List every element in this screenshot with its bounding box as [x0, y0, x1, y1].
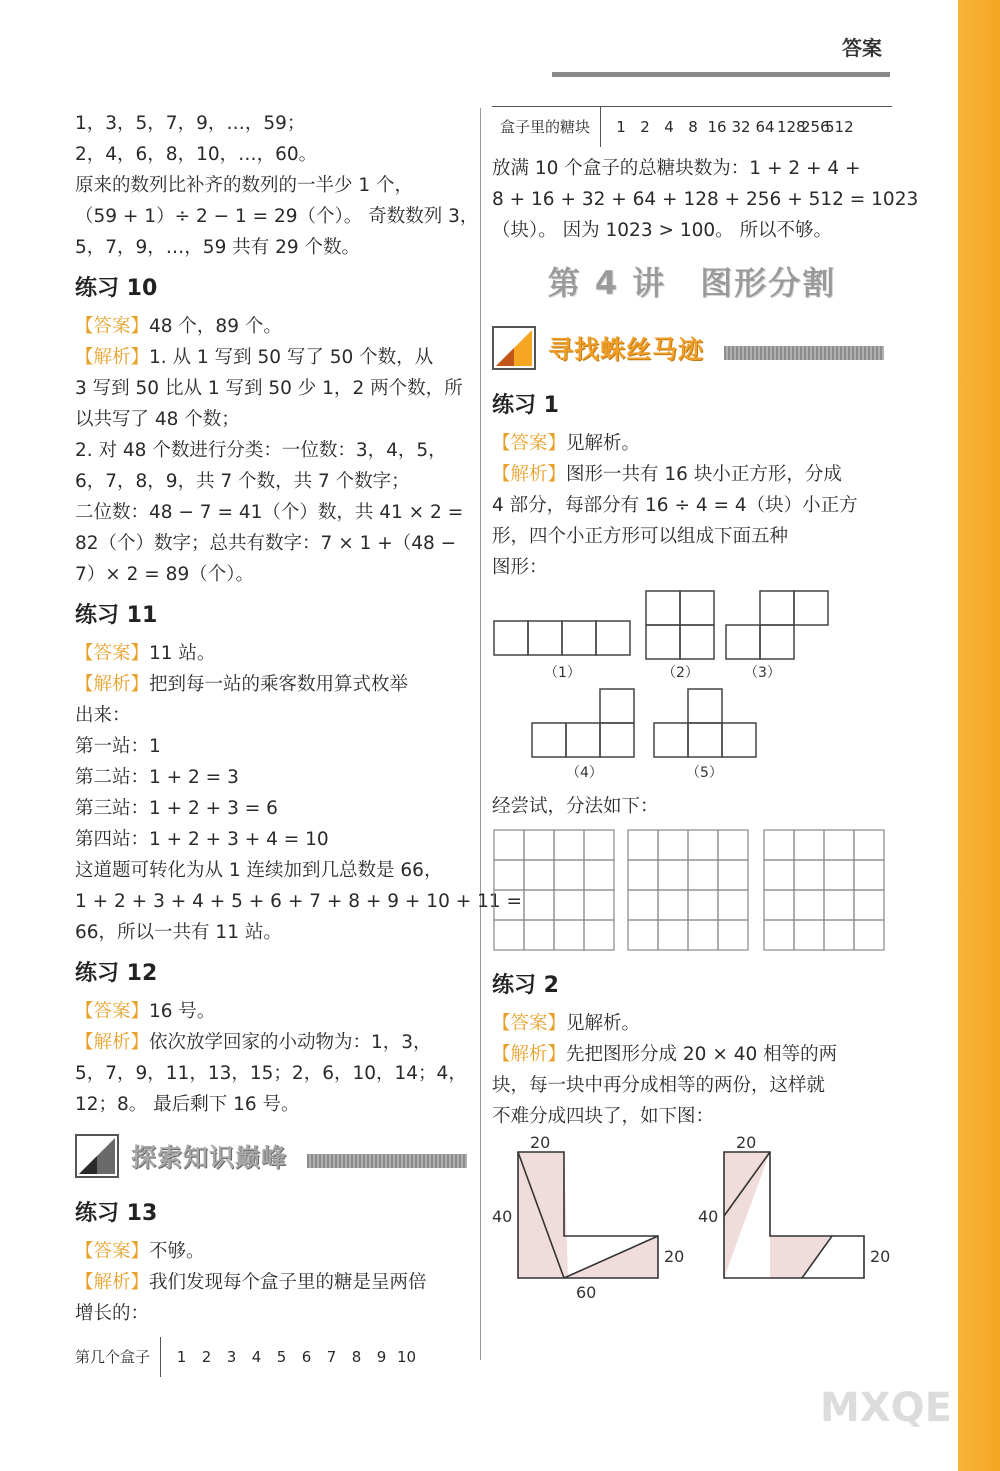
table-cells: [601, 118, 854, 136]
grid-cell: [554, 890, 584, 920]
grid-cell: [794, 920, 824, 950]
table-cell: 3: [226, 1348, 237, 1366]
grid-cell: [628, 830, 658, 860]
text-line: [492, 153, 892, 184]
line-text: 第一站：1: [75, 736, 161, 757]
exercise-13-analysis: [75, 1267, 473, 1329]
text-line: [492, 459, 892, 490]
line-text: 增长的：: [75, 1303, 150, 1324]
grid-cell: [854, 920, 884, 950]
analysis-tag: 【解析】: [492, 1044, 567, 1065]
grid-cell: [658, 830, 688, 860]
text-line: [75, 793, 473, 824]
exercise-12-answer: [75, 996, 473, 1027]
candy-total-text: [492, 153, 919, 246]
column-divider: [480, 108, 481, 1360]
line-text: 原来的数列比补齐的数列的一半少 1 个，: [75, 175, 414, 196]
grid-cell: [494, 860, 524, 890]
table-cell: 1: [616, 118, 626, 136]
exercise-2-answer: [492, 1008, 892, 1039]
grid-cell: [718, 860, 748, 890]
grid-cell: [854, 830, 884, 860]
page-header-title: 答案: [842, 36, 882, 60]
line-text: 我们发现每个盒子里的糖是呈两倍: [149, 1272, 427, 1293]
text-line: [75, 342, 473, 373]
grid-cell: [718, 920, 748, 950]
answer-text: 48 个，89 个。: [149, 316, 282, 337]
shape-label-4: （4）: [566, 765, 603, 781]
text-line: [75, 1089, 473, 1120]
watermark-logo: MXQE: [820, 1385, 952, 1431]
exercise-11-analysis: [75, 669, 523, 948]
table-cell: 6: [301, 1348, 312, 1366]
table-cell: 64: [755, 118, 775, 136]
grid-cell: [584, 920, 614, 950]
section-bar: [307, 1154, 467, 1168]
line-text: 块，每一块中再分成相等的两份，这样就: [492, 1075, 826, 1096]
line-text: 图形一共有 16 块小正方形，分成: [566, 464, 842, 485]
grid-cell: [764, 860, 794, 890]
exercise-1-title: 练习 1: [492, 393, 559, 418]
exercise-1-analysis: [492, 459, 892, 583]
section-clues-header: [492, 322, 892, 378]
text-line: [75, 466, 473, 497]
text-line: [75, 404, 473, 435]
text-line: [75, 669, 473, 700]
table-cell: 1: [176, 1348, 187, 1366]
side-stripe: [958, 0, 1000, 1471]
exercise-11-title: 练习 11: [75, 603, 158, 628]
line-text: 把到每一站的乘客数用算式枚举: [149, 674, 409, 695]
answer-tag: 【答案】: [75, 643, 150, 664]
grid-cell: [628, 890, 658, 920]
section-bar: [724, 346, 884, 360]
exercise-11-answer: [75, 638, 473, 669]
line-text: 放满 10 个盒子的总糖块数为：1 + 2 + 4 +: [492, 158, 861, 179]
exercise-10-analysis: [75, 342, 473, 590]
text-line: [492, 1070, 892, 1101]
exercise-13-title: 练习 13: [75, 1201, 158, 1226]
text-line: [75, 731, 473, 762]
text-line: [75, 1058, 473, 1089]
text-line: [492, 1101, 892, 1132]
line-text: 6，7，8，9，共 7 个数，共 7 个数字；: [75, 471, 410, 492]
text-line: [492, 521, 892, 552]
grid-cell: [718, 890, 748, 920]
grid-division-figure: [492, 828, 892, 958]
text-line: [75, 762, 473, 793]
line-text: 不难分成四块了，如下图：: [492, 1106, 715, 1127]
tetromino-shapes-figure: [492, 591, 892, 791]
table-cell: 16: [707, 118, 727, 136]
line-text: 12；8。 最后剩下 16 号。: [75, 1094, 300, 1115]
shape-label-3: （3）: [744, 665, 781, 681]
grid-cell: [688, 890, 718, 920]
grid-cell: [688, 920, 718, 950]
answer-tag: 【答案】: [75, 1241, 150, 1262]
text-line: [492, 552, 892, 583]
dim-top: 20: [736, 1133, 757, 1152]
text-line: [75, 886, 523, 917]
text-line: [75, 108, 473, 139]
line-text: 2，4，6，8，10，…，60。: [75, 144, 318, 165]
grid-cell: [794, 890, 824, 920]
analysis-tag: 【解析】: [75, 1272, 150, 1293]
line-text: 1，3，5，7，9，…，59；: [75, 113, 306, 134]
answer-tag: 【答案】: [75, 316, 150, 337]
grid-cell: [824, 890, 854, 920]
triangle-section-icon: [492, 326, 536, 370]
grid-cell: [854, 860, 884, 890]
dim-right: 20: [870, 1247, 891, 1266]
answer-tag: 【答案】: [75, 1001, 150, 1022]
text-line: [75, 824, 473, 855]
line-text: 2. 对 48 个数进行分类：一位数：3，4，5，: [75, 440, 447, 461]
text-line: [492, 184, 919, 215]
section-explore-header: [75, 1130, 473, 1186]
line-text: 形，四个小正方形可以组成下面五种: [492, 526, 789, 547]
text-line: [75, 170, 473, 201]
line-text: 4 部分，每部分有 16 ÷ 4 = 4（块）小正方: [492, 495, 858, 516]
exercise-12-analysis: [75, 1027, 473, 1120]
table-cell: 2: [640, 118, 650, 136]
exercise-10-answer: [75, 311, 473, 342]
text-line: [492, 1039, 892, 1070]
table-cell: 10: [396, 1348, 417, 1366]
line-text: 依次放学回家的小动物为：1，3，: [149, 1032, 432, 1053]
table-cell: 4: [251, 1348, 262, 1366]
grid-cell: [628, 920, 658, 950]
text-line: [75, 559, 473, 590]
grid-cell: [494, 920, 524, 950]
table-cell: 7: [326, 1348, 337, 1366]
line-text: 1 + 2 + 3 + 4 + 5 + 6 + 7 + 8 + 9 + 10 + 11 =: [75, 891, 523, 912]
answer-text: 见解析。: [566, 433, 641, 454]
grid-cell: [554, 830, 584, 860]
grid-cell: [584, 890, 614, 920]
line-text: 5，7，9，…，59 共有 29 个数。: [75, 237, 361, 258]
table-label: 盒子里的糖块: [492, 107, 601, 147]
exercise-13-answer: [75, 1236, 473, 1267]
grid-cell: [824, 830, 854, 860]
table-cell: 32: [731, 118, 751, 136]
grid-cell: [584, 860, 614, 890]
exercise-1-after-text: 经尝试，分法如下：: [492, 796, 659, 817]
grid-cell: [688, 860, 718, 890]
candy-count-table: [492, 106, 892, 147]
shape-label-2: （2）: [662, 665, 699, 681]
exercise-12-title: 练习 12: [75, 961, 158, 986]
line-text: （59 + 1）÷ 2 − 1 = 29（个）。 奇数数列 3，: [75, 206, 479, 227]
grid-cell: [524, 860, 554, 890]
line-text: 8 + 16 + 32 + 64 + 128 + 256 + 512 = 1023: [492, 189, 919, 210]
dim-bottom: 60: [576, 1283, 597, 1302]
table-cells: [161, 1348, 419, 1366]
grid-cell: [494, 890, 524, 920]
line-text: 二位数：48 − 7 = 41（个）数，共 41 × 2 =: [75, 502, 464, 523]
text-line: [75, 1027, 473, 1058]
grid-cell: [658, 890, 688, 920]
exercise-2-title: 练习 2: [492, 973, 559, 998]
text-line: [75, 232, 473, 263]
text-line: [492, 215, 892, 246]
table-cell: 4: [664, 118, 674, 136]
text-line: [75, 528, 473, 559]
grid-cell: [524, 890, 554, 920]
grid-cell: [854, 890, 884, 920]
grid-cell: [628, 860, 658, 890]
line-text: 以共写了 48 个数；: [75, 409, 240, 430]
line-text: 第三站：1 + 2 + 3 = 6: [75, 798, 278, 819]
dim-top: 20: [530, 1133, 551, 1152]
grid-cell: [524, 830, 554, 860]
text-line: [75, 201, 479, 232]
l-shape-division-figure: [492, 1133, 892, 1302]
line-text: 82（个）数字；总共有数字：7 × 1 +（48 −: [75, 533, 457, 554]
exercise-10-title: 练习 10: [75, 276, 158, 301]
text-line: [75, 373, 473, 404]
table-cell: 5: [276, 1348, 287, 1366]
box-number-table: [75, 1337, 473, 1377]
text-line: [75, 917, 473, 948]
text-line: [492, 490, 892, 521]
line-text: 图形：: [492, 557, 548, 578]
table-cell: 9: [376, 1348, 387, 1366]
exercise-1-answer: [492, 428, 892, 459]
grid-cell: [764, 920, 794, 950]
grid-cell: [554, 920, 584, 950]
line-text: 第四站：1 + 2 + 3 + 4 = 10: [75, 829, 329, 850]
text-line: [75, 497, 473, 528]
dim-left: 40: [492, 1207, 513, 1226]
table-cell: 2: [201, 1348, 212, 1366]
answer-text: 不够。: [149, 1241, 205, 1262]
analysis-tag: 【解析】: [75, 347, 150, 368]
line-text: 出来：: [75, 705, 131, 726]
section-title: 探索知识巅峰: [131, 1143, 288, 1172]
text-line: [75, 1298, 473, 1329]
grid-cell: [524, 920, 554, 950]
line-text: 这道题可转化为从 1 连续加到几总数是 66，: [75, 860, 443, 881]
table-cell: 512: [825, 118, 854, 136]
line-text: 7）× 2 = 89（个）。: [75, 564, 254, 585]
analysis-tag: 【解析】: [75, 1032, 150, 1053]
table-label: 第几个盒子: [75, 1337, 161, 1377]
grid-cell: [658, 920, 688, 950]
triangle-section-icon: [75, 1134, 119, 1178]
analysis-tag: 【解析】: [75, 674, 150, 695]
grid-cell: [688, 830, 718, 860]
shape-label-5: （5）: [686, 765, 723, 781]
answer-text: 16 号。: [149, 1001, 216, 1022]
grid-cell: [658, 860, 688, 890]
grid-cell: [794, 830, 824, 860]
grid-cell: [554, 860, 584, 890]
lecture-title: 第 4 讲 图形分割: [547, 264, 837, 302]
grid-cell: [824, 860, 854, 890]
line-text: 5，7，9，11，13，15；2，6，10，14；4，: [75, 1063, 467, 1084]
shape-label-1: （1）: [544, 665, 581, 681]
dim-left: 40: [698, 1207, 719, 1226]
line-text: 1. 从 1 写到 50 写了 50 个数，从: [149, 347, 434, 368]
text-line: [75, 700, 473, 731]
answer-tag: 【答案】: [492, 433, 567, 454]
answer-text: 见解析。: [566, 1013, 641, 1034]
table-cell: 8: [351, 1348, 362, 1366]
grid-cell: [494, 830, 524, 860]
line-text: 3 写到 50 比从 1 写到 50 少 1，2 两个数，所: [75, 378, 463, 399]
table-cell: 8: [688, 118, 698, 136]
intro-text: [75, 108, 479, 263]
answer-tag: 【答案】: [492, 1013, 567, 1034]
analysis-tag: 【解析】: [492, 464, 567, 485]
exercise-2-analysis: [492, 1039, 892, 1132]
text-line: [75, 855, 473, 886]
grid-cell: [824, 920, 854, 950]
text-line: [75, 139, 473, 170]
grid-cell: [584, 830, 614, 860]
grid-cell: [764, 890, 794, 920]
line-text: 第二站：1 + 2 = 3: [75, 767, 239, 788]
table-cell: 256: [801, 118, 830, 136]
dim-right: 20: [664, 1247, 685, 1266]
section-title: 寻找蛛丝马迹: [548, 335, 705, 364]
line-text: 66，所以一共有 11 站。: [75, 922, 282, 943]
grid-cell: [764, 830, 794, 860]
header-rule: [552, 72, 890, 77]
right-column: [492, 108, 919, 1302]
line-text: 先把图形分成 20 × 40 相等的两: [566, 1044, 838, 1065]
table-cell: 128: [777, 118, 806, 136]
line-text: （块）。 因为 1023 > 100。 所以不够。: [492, 220, 833, 241]
grid-cell: [718, 830, 748, 860]
grid-cell: [794, 860, 824, 890]
answer-text: 11 站。: [149, 643, 216, 664]
text-line: [75, 1267, 473, 1298]
text-line: [75, 435, 473, 466]
